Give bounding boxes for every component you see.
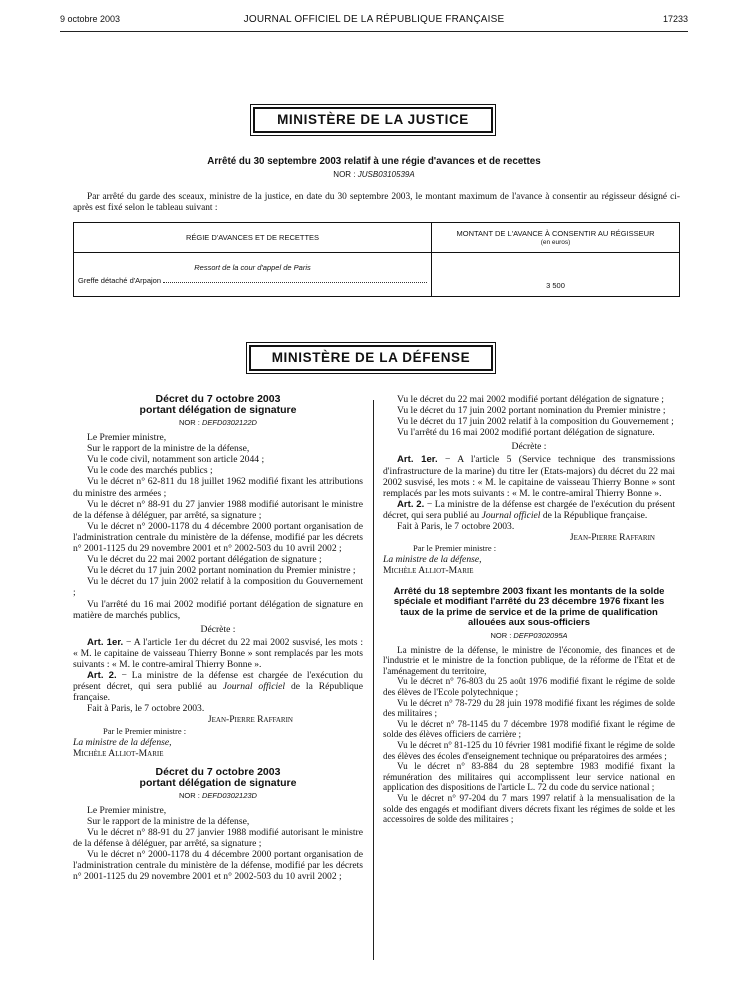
arrete3-nor bbox=[383, 630, 675, 641]
ministry-justice-box bbox=[250, 104, 496, 136]
justice-intro: Par arrêté du garde des sceaux, ministre de la justice, en date du 30 septembre 2003, le montant maximum de l'avance à consentir au régisseur désigné ci-après est fixé selon le tableau suivant : bbox=[73, 192, 680, 213]
decret1-nor-label: NOR : bbox=[179, 418, 202, 427]
arrete3-visa-0: La ministre de la défense, le ministre de l'économie, des finances et de l'industrie et le ministre de la fonction publique, de la réforme de l'Etat et de l'aménagement du territoire, bbox=[383, 644, 675, 676]
column-divider bbox=[373, 400, 374, 960]
decret2-visa-2: Vu le décret n° 88-91 du 27 janvier 1988 modifié autorisant le ministre de la défense à déléguer, par arrêté, sa signature ; bbox=[73, 827, 363, 850]
table-col2-sub: (en euros) bbox=[540, 238, 571, 246]
decret1-fait: Fait à Paris, le 7 octobre 2003. bbox=[87, 703, 205, 715]
arrete3-visa-2: Vu le décret n° 78-729 du 28 juin 1978 modifié fixant les régimes de solde des militaires ; bbox=[383, 697, 675, 719]
decret1b-decrete: Décrète : bbox=[511, 441, 547, 453]
header-date: 9 octobre 2003 bbox=[60, 14, 121, 24]
decret1b-art1-label: Art. 1er. bbox=[397, 454, 438, 466]
table-cell-regie bbox=[74, 253, 432, 297]
decret1-article2 bbox=[73, 670, 363, 703]
decret2-nor-code: DEFD0302123D bbox=[201, 790, 257, 800]
decret1-art1-text: − A l'article 1er du décret du 22 mai 2002 susvisé, les mots : « M. le capitaine de vaisseau Thierry Bonne » sont remplacés par les mots suivants : « M. le contre-amiral Thierry Bonne ». bbox=[73, 636, 363, 670]
decret1b-article1 bbox=[383, 454, 675, 498]
header-journal-title: JOURNAL OFFICIEL DE LA RÉPUBLIQUE FRANÇAISE bbox=[243, 14, 505, 25]
decret1-visa-5: Vu le décret n° 88-91 du 27 janvier 1988 modifié autorisant le ministre de la défense à déléguer, par arrêté, sa signature ; bbox=[73, 498, 363, 521]
decret1-nor bbox=[73, 417, 363, 428]
decret1-visa-9: Vu le décret du 17 juin 2002 relatif à la composition du Gouvernement ; bbox=[73, 576, 363, 599]
table-greffe: Greffe détaché d'Arpajon bbox=[78, 276, 162, 285]
decret1-par: Par le Premier ministre : bbox=[103, 725, 187, 736]
right-column bbox=[383, 394, 675, 825]
regie-table bbox=[73, 222, 680, 297]
decret1b-art2-label: Art. 2. bbox=[397, 498, 425, 510]
table-header-row bbox=[74, 223, 680, 253]
nor-label: NOR : bbox=[333, 170, 358, 179]
header-page-number: 17233 bbox=[662, 14, 688, 24]
page-header bbox=[60, 14, 688, 30]
decret1b-art2-jo: Journal officiel bbox=[481, 509, 541, 521]
decret1b-art2-text-a: − La ministre de la défense est chargée de l'exécution du présent décret, qui sera publié au bbox=[383, 498, 675, 521]
table-cell-amount: 3 500 bbox=[432, 253, 680, 297]
nor-code: JUSB0310539A bbox=[357, 170, 415, 179]
decret1b-article2 bbox=[383, 499, 675, 521]
decret1-title-line2: portant délégation de signature bbox=[139, 404, 297, 416]
decret1b-visa-1: Vu le décret du 17 juin 2002 portant nomination du Premier ministre ; bbox=[397, 405, 666, 417]
decret1-title-line1: Décret du 7 octobre 2003 bbox=[155, 393, 281, 405]
decret1b-signature: Jean-Pierre Raffarin bbox=[569, 532, 655, 544]
decret2-nor-label: NOR : bbox=[179, 790, 202, 800]
decret1-visa-6: Vu le décret n° 2000-1178 du 4 décembre 2000 portant organisation de l'administration centrale du ministère de la défense, modifié par les décrets n° 2001-1125 du 29 novembre 2001 et n° 2002-503 du 10 avril 2002 ; bbox=[73, 520, 363, 555]
arrete3-visa-3: Vu le décret n° 78-1145 du 7 décembre 1978 modifié fixant le régime de solde des élèves officiers de carrière ; bbox=[383, 718, 675, 740]
decret2-visa-3: Vu le décret n° 2000-1178 du 4 décembre 2000 portant organisation de l'administration centrale du ministère de la défense, modifié par les décrets n° 2001-1125 du 29 novembre 2001 et n° 2002-503 du 10 avril 2002 ; bbox=[73, 849, 363, 883]
decret1-art2-text-b: de la République française. bbox=[73, 681, 363, 704]
table-greffe-line bbox=[78, 276, 427, 285]
decret2-nor bbox=[73, 790, 363, 801]
decret1b-art1-text: − A l'article 5 (Service technique des transmissions d'infrastructure de la marine) du titre Ier (Etats-majors) du décret du 22 mai 2002 susvisé, les mots : « M. le capitaine de vaisseau Thierry Bonne » sont remplacés par les mots suivants : « M. le contre-amiral Thierry Bonne ». bbox=[383, 454, 676, 499]
decret2-title-line2: portant délégation de signature bbox=[139, 776, 297, 789]
decret1-art2-label: Art. 2. bbox=[87, 670, 117, 682]
decret2-visa-1: Sur le rapport de la ministre de la défense, bbox=[87, 816, 250, 827]
decret1-signature: Jean-Pierre Raffarin bbox=[207, 714, 293, 726]
arrete3-visa-6: Vu le décret n° 97-204 du 7 mars 1997 relatif à la mensualisation de la solde des engagés et modifiant divers décrets fixant les régimes de solde et les accessoires de solde des militaires ; bbox=[383, 792, 675, 825]
decret1-ministre: La ministre de la défense, bbox=[73, 736, 172, 748]
decret1-nor-code: DEFD0302122D bbox=[201, 418, 257, 427]
arrete3-visa-1: Vu le décret n° 76-803 du 25 août 1976 modifié fixant le régime de solde des élèves de l'Ecole polytechnique ; bbox=[383, 676, 675, 697]
arrete3-title: Arrêté du 18 septembre 2003 fixant les montants de la solde spéciale et modifiant l'arrêté du 23 décembre 1976 fixant les taux de la prime de service et de la prime de qualification allouées aux sous-officiers bbox=[393, 585, 665, 628]
decret1-visa-8: Vu le décret du 17 juin 2002 portant nomination du Premier ministre ; bbox=[87, 565, 356, 577]
arrete3-nor-label: NOR : bbox=[490, 630, 514, 640]
arrete3-visa-4: Vu le décret n° 81-125 du 10 février 1981 modifié fixant le régime de solde des élèves des écoles d'enseignement technique ou préparatoires des armées ; bbox=[383, 739, 675, 761]
decret1b-art2-text-b: de la République française. bbox=[540, 509, 648, 521]
decret1-decrete: Décrète : bbox=[200, 623, 236, 635]
table-row bbox=[74, 253, 680, 297]
ministry-defense-label: MINISTÈRE DE LA DÉFENSE bbox=[249, 345, 493, 371]
decret1b-fait: Fait à Paris, le 7 octobre 2003. bbox=[397, 521, 515, 533]
decret1-visa-10: Vu l'arrêté du 16 mai 2002 modifié portant délégation de signature en matière de marchés publics, bbox=[73, 598, 363, 621]
decret1-visa-3: Vu le code des marchés publics ; bbox=[87, 465, 213, 477]
decret1-art2-text-a: − La ministre de la défense est chargée de l'exécution du présent décret, qui sera publié au bbox=[73, 670, 363, 693]
decret1-ministre-name: Michèle Alliot-Marie bbox=[73, 747, 164, 759]
table-ressort: Ressort de la cour d'appel de Paris bbox=[194, 263, 311, 272]
decret1b-visa-0: Vu le décret du 22 mai 2002 modifié portant délégation de signature ; bbox=[397, 394, 664, 405]
decret1b-par: Par le Premier ministre : bbox=[413, 543, 497, 554]
decret1-visa-2: Vu le code civil, notamment son article 2044 ; bbox=[87, 454, 265, 466]
left-column bbox=[73, 394, 363, 883]
decret1-visa-0: Le Premier ministre, bbox=[87, 432, 167, 444]
ministry-justice-label: MINISTÈRE DE LA JUSTICE bbox=[253, 107, 493, 133]
decret1b-ministre-name: Michèle Alliot-Marie bbox=[383, 565, 474, 577]
decret2-title-line1: Décret du 7 octobre 2003 bbox=[155, 765, 281, 778]
justice-arrete-title: Arrêté du 30 septembre 2003 relatif à une régie d'avances et de recettes bbox=[207, 156, 541, 167]
decret2-visa-0: Le Premier ministre, bbox=[87, 804, 167, 816]
decret1-article1 bbox=[73, 637, 363, 670]
table-col2-title: MONTANT DE L'AVANCE À CONSENTIR AU RÉGISSEUR bbox=[456, 228, 655, 238]
decret1-visa-7: Vu le décret du 22 mai 2002 portant délégation de signature ; bbox=[87, 554, 322, 566]
header-rule bbox=[60, 31, 688, 32]
decret1-art2-jo: Journal officiel bbox=[222, 681, 286, 693]
ministry-defense-box bbox=[246, 342, 496, 374]
justice-nor bbox=[60, 170, 688, 179]
decret1b-visa-2: Vu le décret du 17 juin 2002 relatif à la composition du Gouvernement ; bbox=[397, 416, 674, 428]
arrete3-nor-code: DEFP0302095A bbox=[513, 630, 568, 640]
table-col2-header bbox=[432, 223, 680, 253]
decret1b-visa-3: Vu l'arrêté du 16 mai 2002 modifié portant délégation de signature. bbox=[397, 427, 655, 439]
decret1-art1-label: Art. 1er. bbox=[87, 636, 124, 648]
table-col1-header: RÉGIE D'AVANCES ET DE RECETTES bbox=[74, 223, 432, 253]
arrete3-visa-5: Vu le décret n° 83-884 du 28 septembre 1983 modifié fixant la rémunération des militaires qui accomplissent leur service national en application des dispositions de l'article L. 72 du code du service national ; bbox=[383, 761, 675, 793]
decret1-visa-1: Sur le rapport de la ministre de la défense, bbox=[87, 443, 250, 455]
decret1-visa-4: Vu le décret n° 62-811 du 18 juillet 1962 modifié fixant les attributions du ministre des armées ; bbox=[73, 476, 363, 499]
decret1b-ministre: La ministre de la défense, bbox=[383, 554, 482, 566]
table-leader-dots bbox=[163, 282, 427, 283]
